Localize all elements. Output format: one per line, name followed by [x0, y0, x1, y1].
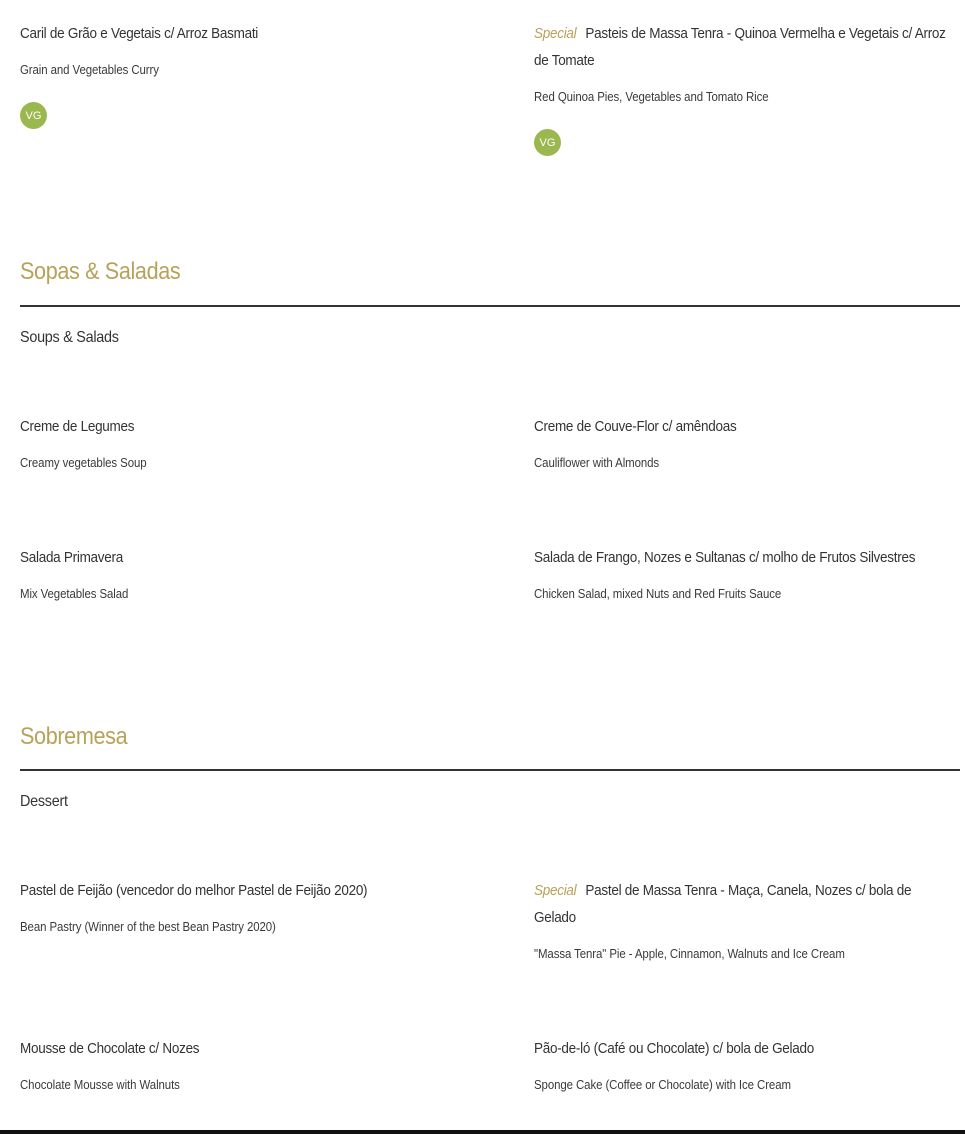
section-subtitle: Dessert [20, 793, 68, 810]
section-divider [20, 305, 960, 307]
section-subtitle: Soups & Salads [20, 329, 119, 346]
dish-title [534, 877, 930, 931]
dish-title [534, 20, 957, 74]
dish-title: Caril de Grão e Vegetais c/ Arroz Basmati [20, 25, 259, 42]
special-tag: Special [534, 882, 577, 899]
dish-subtitle: Bean Pastry (Winner of the best Bean Pastry 2020) [20, 919, 276, 934]
dish-subtitle: Cauliflower with Almonds [534, 455, 660, 470]
dish-subtitle: Mix Vegetables Salad [20, 586, 129, 601]
dish-title: Creme de Legumes [20, 418, 135, 435]
dish-title-text: Pasteis de Massa Tenra - Quinoa Vermelha e Vegetais c/ Arroz de Tomate [534, 25, 946, 69]
dish-subtitle: Chicken Salad, mixed Nuts and Red Fruits Sauce [534, 586, 782, 601]
dish-subtitle: Red Quinoa Pies, Vegetables and Tomato Rice [534, 89, 769, 104]
dish-title: Mousse de Chocolate c/ Nozes [20, 1040, 200, 1057]
vegan-badge-label: VG [25, 109, 42, 122]
vegan-badge-icon [20, 102, 47, 129]
dish-subtitle: Grain and Vegetables Curry [20, 62, 159, 77]
vegan-badge-icon [534, 129, 561, 156]
footer-bar [0, 1130, 965, 1134]
dish-title: Salada Primavera [20, 549, 123, 566]
section-title: Sobremesa [20, 723, 128, 750]
section-divider [20, 769, 960, 771]
vegan-badge-label: VG [539, 136, 556, 149]
section-title: Sopas & Saladas [20, 258, 181, 285]
dish-title: Pão-de-ló (Café ou Chocolate) c/ bola de Gelado [534, 1040, 814, 1057]
dish-subtitle: Chocolate Mousse with Walnuts [20, 1077, 180, 1092]
dish-subtitle: Sponge Cake (Coffee or Chocolate) with Ice Cream [534, 1077, 791, 1092]
dish-subtitle: "Massa Tenra" Pie - Apple, Cinnamon, Walnuts and Ice Cream [534, 946, 845, 961]
dish-title: Pastel de Feijão (vencedor do melhor Pastel de Feijão 2020) [20, 882, 368, 899]
dish-title: Creme de Couve-Flor c/ amêndoas [534, 418, 737, 435]
dish-title: Salada de Frango, Nozes e Sultanas c/ molho de Frutos Silvestres [534, 549, 916, 566]
dish-subtitle: Creamy vegetables Soup [20, 455, 147, 470]
special-tag: Special [534, 25, 577, 42]
dish-title-text: Pastel de Massa Tenra - Maça, Canela, Nozes c/ bola de Gelado [534, 882, 912, 926]
